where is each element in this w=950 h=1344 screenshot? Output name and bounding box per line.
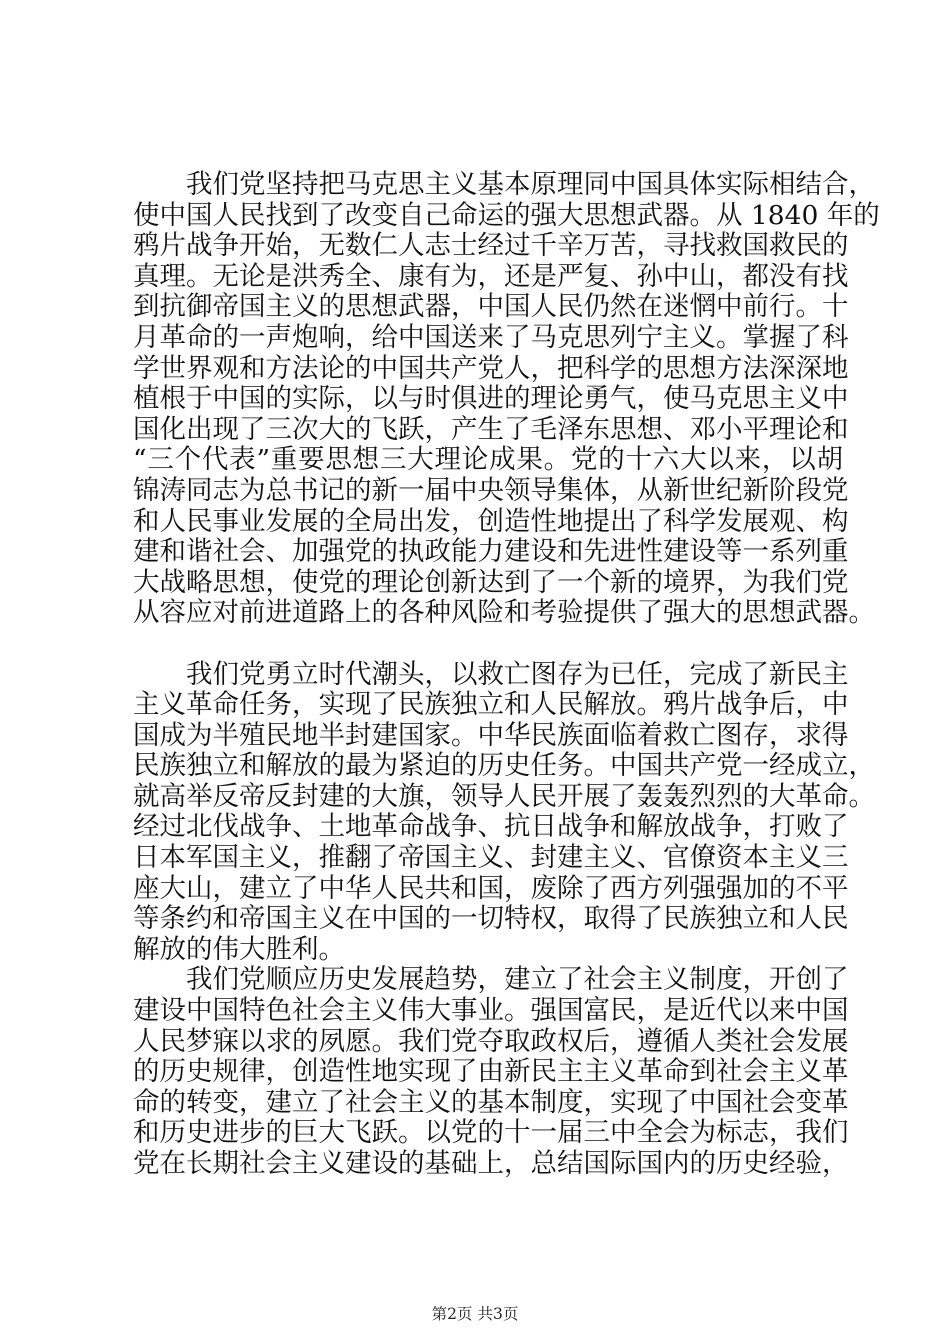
text-line: 的历史规律，创造性地实现了由新民主主义革命到社会主义革 bbox=[133, 1056, 849, 1088]
text-line: 学世界观和方法论的中国共产党人，把科学的思想方法深深地 bbox=[133, 352, 849, 384]
text-line: 日本军国主义，推翻了帝国主义、封建主义、官僚资本主义三 bbox=[133, 842, 849, 874]
text-line: 从容应对前进道路上的各种风险和考验提供了强大的思想武器。 bbox=[133, 597, 875, 629]
text-line: 大战略思想，使党的理论创新达到了一个新的境界，为我们党 bbox=[133, 566, 849, 598]
text-line: “三个代表”重要思想三大理论成果。党的十六大以来，以胡 bbox=[133, 444, 843, 476]
text-line: 月革命的一声炮响，给中国送来了马克思列宁主义。掌握了科 bbox=[133, 321, 849, 353]
text-line: 等条约和帝国主义在中国的一切特权，取得了民族独立和人民 bbox=[133, 903, 849, 935]
paragraph-1 bbox=[133, 169, 880, 629]
paragraph-spacer bbox=[133, 629, 843, 660]
text-line: 主义革命任务，实现了民族独立和人民解放。鸦片战争后，中 bbox=[133, 689, 849, 721]
text-line: 和人民事业发展的全局出发，创造性地提出了科学发展观、构 bbox=[133, 505, 849, 537]
text-line: 锦涛同志为总书记的新一届中央领导集体，从新世纪新阶段党 bbox=[133, 474, 849, 506]
text-line: 我们党顺应历史发展趋势，建立了社会主义制度，开创了 bbox=[186, 964, 849, 996]
text-line: 真理。无论是洪秀全、康有为，还是严复、孙中山，都没有找 bbox=[133, 260, 849, 292]
paragraph-3 bbox=[133, 964, 849, 1179]
text-line: 就高举反帝反封建的大旗，领导人民开展了轰轰烈烈的大革命。 bbox=[133, 780, 875, 812]
text-line: 国成为半殖民地半封建国家。中华民族面临着救亡图存，求得 bbox=[133, 719, 849, 751]
text-line: 解放的伟大胜利。 bbox=[133, 933, 345, 965]
text-line: 命的转变，建立了社会主义的基本制度，实现了中国社会变革 bbox=[133, 1086, 849, 1118]
text-line: 经过北伐战争、土地革命战争、抗日战争和解放战争，打败了 bbox=[133, 811, 849, 843]
text-line: 建设中国特色社会主义伟大事业。强国富民，是近代以来中国 bbox=[133, 995, 849, 1027]
text-line: 植根于中国的实际，以与时俱进的理论勇气，使马克思主义中 bbox=[133, 383, 849, 415]
text-line: 使中国人民找到了改变自己命运的强大思想武器。从 1840 年的 bbox=[133, 199, 880, 231]
text-line: 到抗御帝国主义的思想武器，中国人民仍然在迷惘中前行。十 bbox=[133, 291, 849, 323]
document-body bbox=[133, 169, 880, 1180]
text-line: 国化出现了三次大的飞跃，产生了毛泽东思想、邓小平理论和 bbox=[133, 413, 849, 445]
text-line: 座大山，建立了中华人民共和国，废除了西方列强强加的不平 bbox=[133, 872, 849, 904]
text-line: 我们党坚持把马克思主义基本原理同中国具体实际相结合， bbox=[186, 169, 875, 200]
text-line: 鸦片战争开始，无数仁人志士经过千辛万苦，寻找救国救民的 bbox=[133, 230, 849, 262]
text-line: 民族独立和解放的最为紧迫的历史任务。中国共产党一经成立， bbox=[133, 750, 875, 782]
paragraph-2 bbox=[133, 658, 875, 966]
page-number-footer: 第2页 共3页 bbox=[431, 1305, 519, 1323]
text-line: 我们党勇立时代潮头，以救亡图存为已任，完成了新民主 bbox=[186, 658, 849, 690]
text-line: 和历史进步的巨大飞跃。以党的十一届三中全会为标志，我们 bbox=[133, 1117, 849, 1149]
text-line: 党在长期社会主义建设的基础上，总结国际国内的历史经验， bbox=[133, 1148, 849, 1179]
text-line: 人民梦寐以求的夙愿。我们党夺取政权后，遵循人类社会发展 bbox=[133, 1025, 849, 1057]
text-line: 建和谐社会、加强党的执政能力建设和先进性建设等一系列重 bbox=[133, 536, 849, 568]
